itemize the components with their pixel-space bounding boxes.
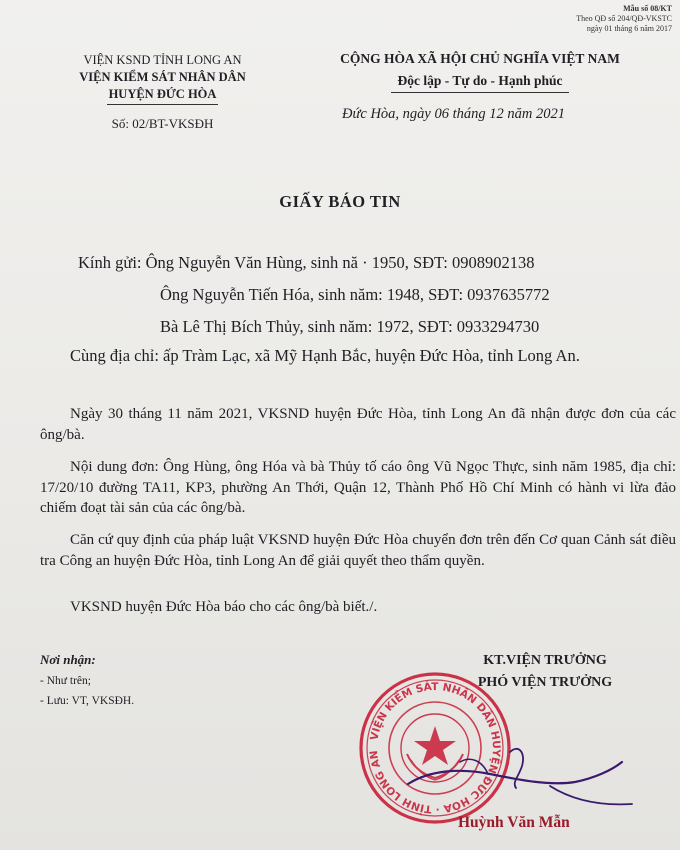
- handwritten-signature: [400, 722, 640, 817]
- nation-header: [300, 48, 660, 93]
- agency-header: [40, 52, 285, 132]
- form-number: [576, 4, 672, 34]
- agency-line1: VIỆN KSND TỈNH LONG AN: [83, 53, 242, 67]
- agency-line3: HUYỆN ĐỨC HÒA: [107, 86, 219, 105]
- form-number-line1: Mẫu số 08/KT: [623, 4, 672, 13]
- body-paragraph-2: Nội dung đơn: Ông Hùng, ông Hóa và bà Thủy tố cáo ông Vũ Ngọc Thực, sinh năm 1985, địa chỉ: 17/20/10 đường TA11, KP3, phường An Thới, Quận 12, Thành Phố Hồ Chí Minh có hành vi lừa đảo chiếm đoạt tài sản của các ông/bà.: [40, 459, 676, 516]
- document-number: Số: 02/BT-VKSĐH: [111, 116, 214, 131]
- recipient-address: Cùng địa chỉ: ấp Tràm Lạc, xã Mỹ Hạnh Bắc, huyện Đức Hòa, tỉnh Long An.: [70, 346, 580, 365]
- body-paragraph-4: VKSND huyện Đức Hòa báo cho các ông/bà biết./.: [70, 599, 378, 615]
- form-number-line2: Theo QĐ số 204/QĐ-VKSTC: [576, 14, 672, 23]
- document-title: GIẤY BÁO TIN: [279, 192, 401, 211]
- recipient-line-2: Ông Nguyễn Tiến Hóa, sinh năm: 1948, SĐT: 0937635772: [160, 285, 550, 304]
- body-paragraph-3: Căn cứ quy định của pháp luật VKSND huyện Đức Hòa chuyển đơn trên đến Cơ quan Cảnh sát điều tra Công an huyện Đức Hòa, tỉnh Long An để giải quyết theo thẩm quyền.: [40, 532, 676, 569]
- body-paragraph-1: Ngày 30 tháng 11 năm 2021, VKSND huyện Đức Hòa, tỉnh Long An đã nhận được đơn của các ông/bà.: [40, 406, 676, 443]
- receivers-title: Nơi nhận:: [40, 652, 96, 667]
- recipient-line-1: Kính gửi: Ông Nguyễn Văn Hùng, sinh nă · 1950, SĐT: 0908902138: [78, 253, 535, 272]
- recipient-line-3: Bà Lê Thị Bích Thủy, sinh năm: 1972, SĐT: 0933294730: [160, 317, 540, 336]
- signature-title-1: KT.VIỆN TRƯỞNG: [483, 653, 607, 668]
- document-date: Đức Hòa, ngày 06 tháng 12 năm 2021: [342, 106, 565, 122]
- seal-ring-text: VIỆN KIỂM SÁT NHÂN DÂN HUYỆN ĐỨC HÒA · TỈNH LONG AN: [367, 680, 503, 816]
- signature-title-2: PHÓ VIỆN TRƯỞNG: [477, 675, 613, 690]
- form-number-line3: ngày 01 tháng 6 năm 2017: [586, 24, 672, 33]
- signer-name: Huỳnh Văn Mẫn: [458, 814, 570, 831]
- nation-motto: Độc lập - Tự do - Hạnh phúc: [391, 70, 568, 93]
- agency-line2: VIỆN KIỂM SÁT NHÂN DÂN: [79, 70, 246, 84]
- receiver-item-1: - Như trên;: [40, 675, 91, 687]
- nation-line1: CỘNG HÒA XÃ HỘI CHỦ NGHĨA VIỆT NAM: [340, 51, 620, 66]
- receiver-item-2: - Lưu: VT, VKSĐH.: [40, 695, 135, 707]
